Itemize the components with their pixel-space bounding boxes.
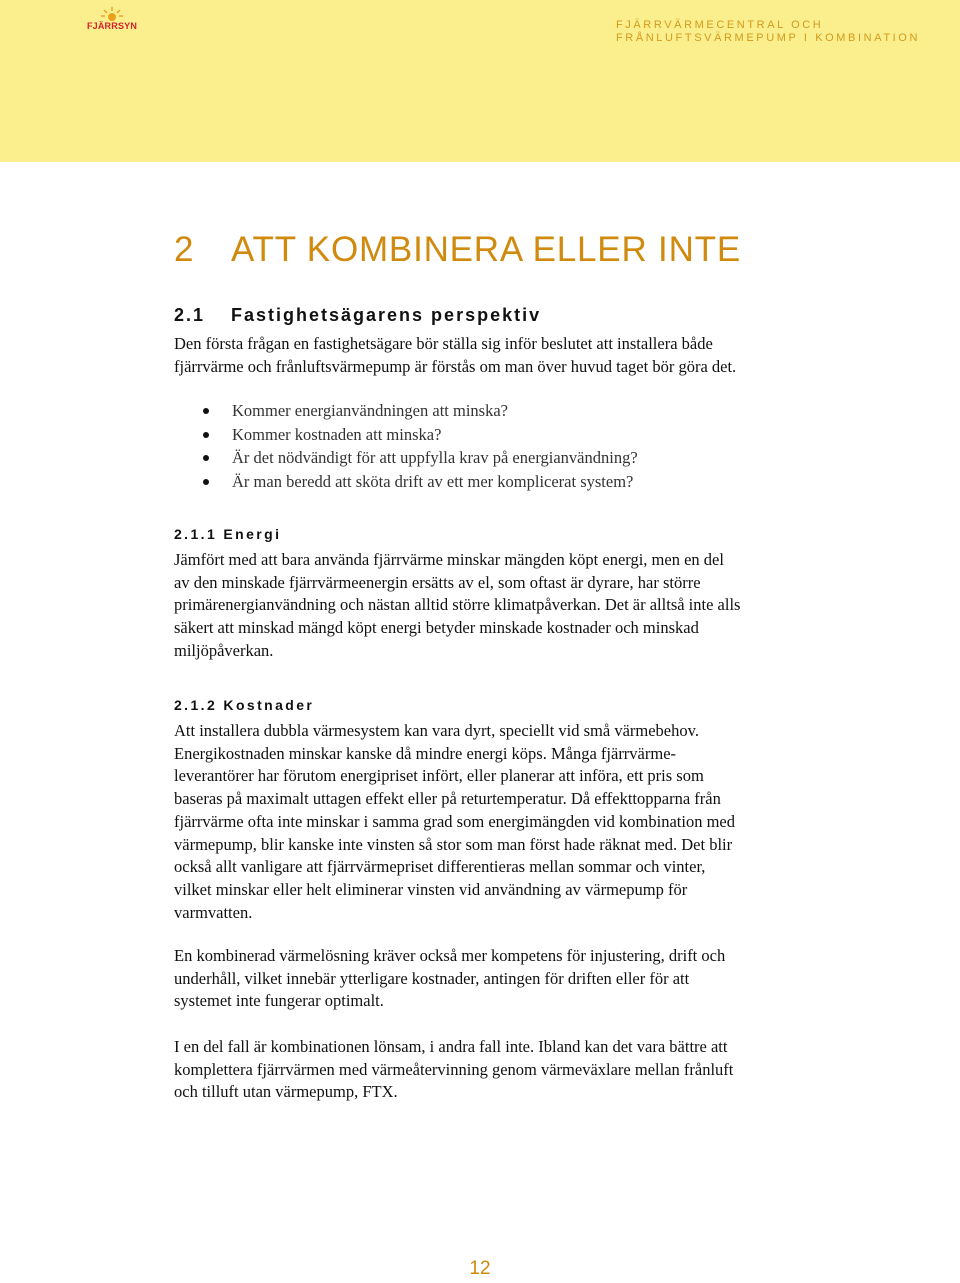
kostnader-paragraph-2 [174, 945, 799, 1013]
fjarrsyn-logo [82, 6, 142, 36]
bullet-text: Kommer kostnaden att minska? [232, 424, 442, 444]
chapter-heading [174, 230, 741, 270]
subsection-heading-energi: 2.1.1 Energi [174, 526, 282, 542]
text-line: också allt vanligare att fjärrvärmepriset differentieras mellan sommar och vinter, [174, 857, 706, 877]
header-title-line1: FJÄRRVÄRMECENTRAL OCH [615, 19, 824, 31]
text-line: miljöpåverkan. [174, 640, 274, 660]
text-line: säkert att minskad mängd köpt energi betyder minskade kostnader och minskad [174, 618, 699, 638]
text-line: vilket minskar eller helt eliminerar vinsten vid användning av värmepump för [174, 879, 688, 899]
section-intro-paragraph [174, 333, 799, 378]
document-header-title [616, 19, 920, 45]
kostnader-paragraph-1 [174, 720, 799, 924]
header-title-line2: FRÅNLUFTSVÄRMEPUMP I KOMBINATION [615, 32, 920, 44]
bullet-item [174, 399, 774, 423]
question-bullet-list [174, 399, 774, 493]
text-line: fjärrvärme och frånluftsvärmepump är förstås om man över huvud taget bör göra det. [174, 356, 737, 376]
bullet-text: Är det nödvändigt för att uppfylla krav på energianvändning? [232, 448, 638, 467]
text-line: leverantörer har förutom energipriset infört, eller planerar att införa, ett pris som [174, 766, 704, 786]
bullet-icon [203, 479, 209, 485]
text-line: En kombinerad värmelösning kräver också mer kompetens för injustering, drift och [174, 946, 726, 965]
text-line: fjärrvärme ofta inte minskar i samma grad som energimängden vid kombination med [174, 811, 735, 831]
bullet-item [174, 470, 774, 494]
text-line: av den minskade fjärrvärmeenergin ersätts av el, som oftast är dyrare, har större [174, 572, 701, 592]
subsection-heading-kostnader: 2.1.2 Kostnader [174, 697, 315, 713]
section-number: 2.1 [174, 305, 206, 325]
text-line: baseras på maximalt uttagen effekt eller på returtemperatur. Då effekttopparna från [174, 789, 721, 809]
section-title: Fastighetsägarens perspektiv [231, 305, 542, 325]
text-line: underhåll, vilket innebär ytterligare kostnader, antingen för driften eller för att [174, 968, 690, 988]
text-line: varmvatten. [174, 902, 253, 922]
bullet-icon [203, 432, 209, 438]
text-line: Energikostnaden minskar kanske då mindre energi köps. Många fjärrvärme- [174, 743, 677, 763]
bullet-text: Kommer energianvändningen att minska? [232, 401, 508, 420]
chapter-title: ATT KOMBINERA ELLER INTE [231, 230, 741, 269]
text-line: I en del fall är kombinationen lönsam, i andra fall inte. Ibland kan det vara bättre att [174, 1037, 728, 1056]
text-line: systemet inte fungerar optimalt. [174, 991, 384, 1011]
text-line: värmepump, blir kanske inte vinsten så stor som man först hade räknat med. Det blir [174, 834, 733, 854]
text-line: Att installera dubbla värmesystem kan vara dyrt, speciellt vid små värmebehov. [174, 721, 699, 740]
bullet-item [174, 423, 774, 447]
energi-paragraph [174, 549, 799, 663]
text-line: Jämfört med att bara använda fjärrvärme minskar mängden köpt energi, men en del [174, 550, 724, 569]
text-line: komplettera fjärrvärmen med värmeåtervinning genom värmeväxlare mellan frånluft [174, 1059, 734, 1079]
bullet-icon [203, 408, 209, 414]
sun-icon [82, 6, 142, 22]
bullet-icon [203, 455, 209, 461]
section-heading [174, 305, 541, 326]
logo-text: FJÄRRSYN [86, 21, 138, 31]
text-line: Den första frågan en fastighetsägare bör ställa sig inför beslutet att installera både [174, 334, 713, 353]
kostnader-paragraph-3 [174, 1036, 799, 1104]
text-line: och tilluft utan värmepump, FTX. [174, 1082, 398, 1102]
page-number: 12 [469, 1258, 491, 1279]
bullet-text: Är man beredd att sköta drift av ett mer komplicerat system? [232, 471, 634, 491]
bullet-item [174, 446, 774, 470]
chapter-number: 2 [174, 230, 195, 269]
text-line: primärenergianvändning och nästan alltid större klimatpåverkan. Det är alltså inte alls [174, 595, 741, 615]
